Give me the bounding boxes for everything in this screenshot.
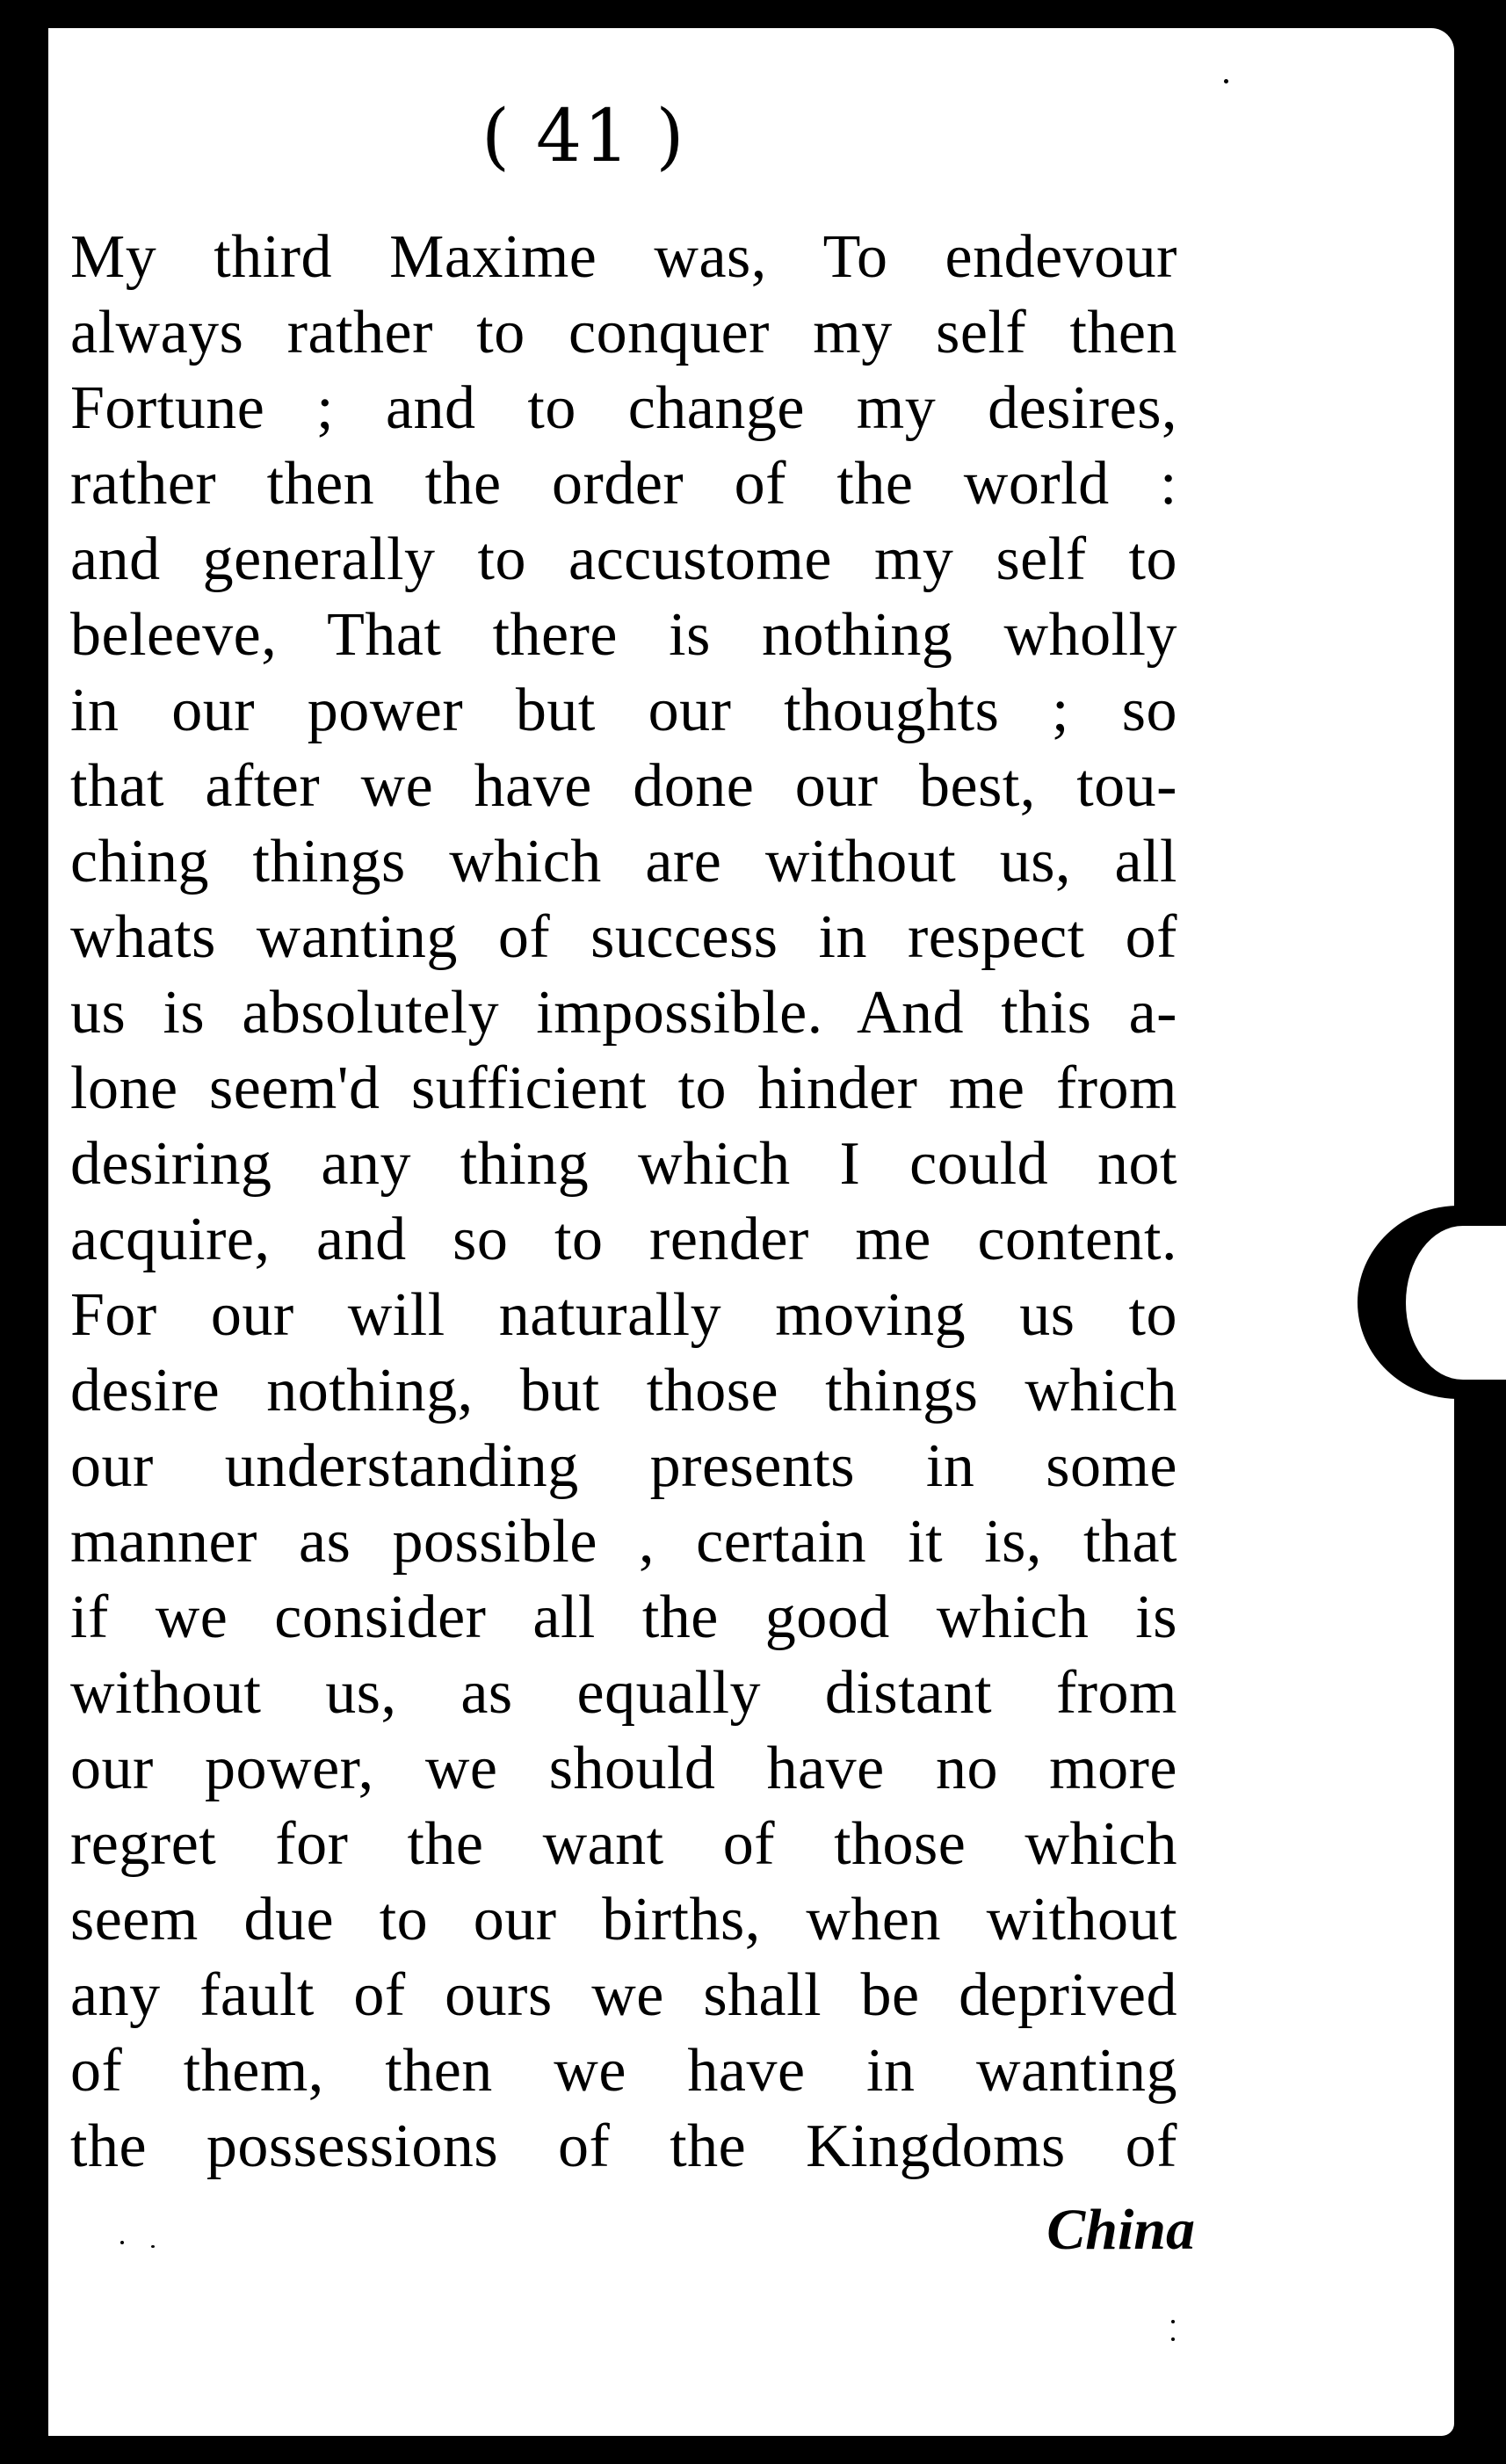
ink-speck: [120, 2241, 124, 2244]
text-line: without us, as equally distant from: [70, 1659, 1177, 1727]
text-line: that after we have done our best, tou-: [70, 752, 1177, 820]
catchword: China: [1046, 2198, 1195, 2262]
text-line: in our power but our thoughts ; so: [70, 677, 1177, 744]
text-line: manner as possible , certain it is, that: [70, 1508, 1177, 1576]
text-line: whats wanting of success in respect of: [70, 903, 1177, 971]
ink-speck: [151, 2245, 155, 2248]
body-text: [70, 220, 1177, 2185]
text-line: us is absolutely impossible. And this a-: [70, 979, 1177, 1047]
text-line: our understanding presents in some: [70, 1432, 1177, 1500]
text-line: ching things which are without us, all: [70, 828, 1177, 895]
text-line: if we consider all the good which is: [70, 1583, 1177, 1651]
text-line: My third Maxime was, To endevour: [70, 223, 1177, 291]
text-line: desire nothing, but those things which: [70, 1357, 1177, 1424]
text-line: Fortune ; and to change my desires,: [70, 374, 1177, 442]
text-line: desiring any thing which I could not: [70, 1130, 1177, 1198]
text-line: our power, we should have no more: [70, 1735, 1177, 1802]
text-line: rather then the order of the world :: [70, 450, 1177, 518]
text-line: regret for the want of those which: [70, 1810, 1177, 1878]
text-line: any fault of ours we shall be deprived: [70, 1961, 1177, 2029]
ink-speck: [1171, 2337, 1175, 2341]
text-line: the possessions of the Kingdoms of: [70, 2113, 1177, 2180]
text-line: beleeve, That there is nothing wholly: [70, 601, 1177, 669]
text-line: seem due to our births, when without: [70, 1886, 1177, 1953]
ink-speck: [1171, 2320, 1175, 2323]
text-line: lone seem'd sufficient to hinder me from: [70, 1054, 1177, 1122]
text-line: For our will naturally moving us to: [70, 1281, 1177, 1349]
text-line: acquire, and so to render me content.: [70, 1206, 1177, 1273]
page-number: ( 41 ): [481, 95, 686, 178]
text-line: of them, then we have in wanting: [70, 2037, 1177, 2105]
text-line: always rather to conquer my self then: [70, 299, 1177, 366]
ink-speck: [1224, 79, 1228, 83]
text-line: and generally to accustome my self to: [70, 525, 1177, 593]
